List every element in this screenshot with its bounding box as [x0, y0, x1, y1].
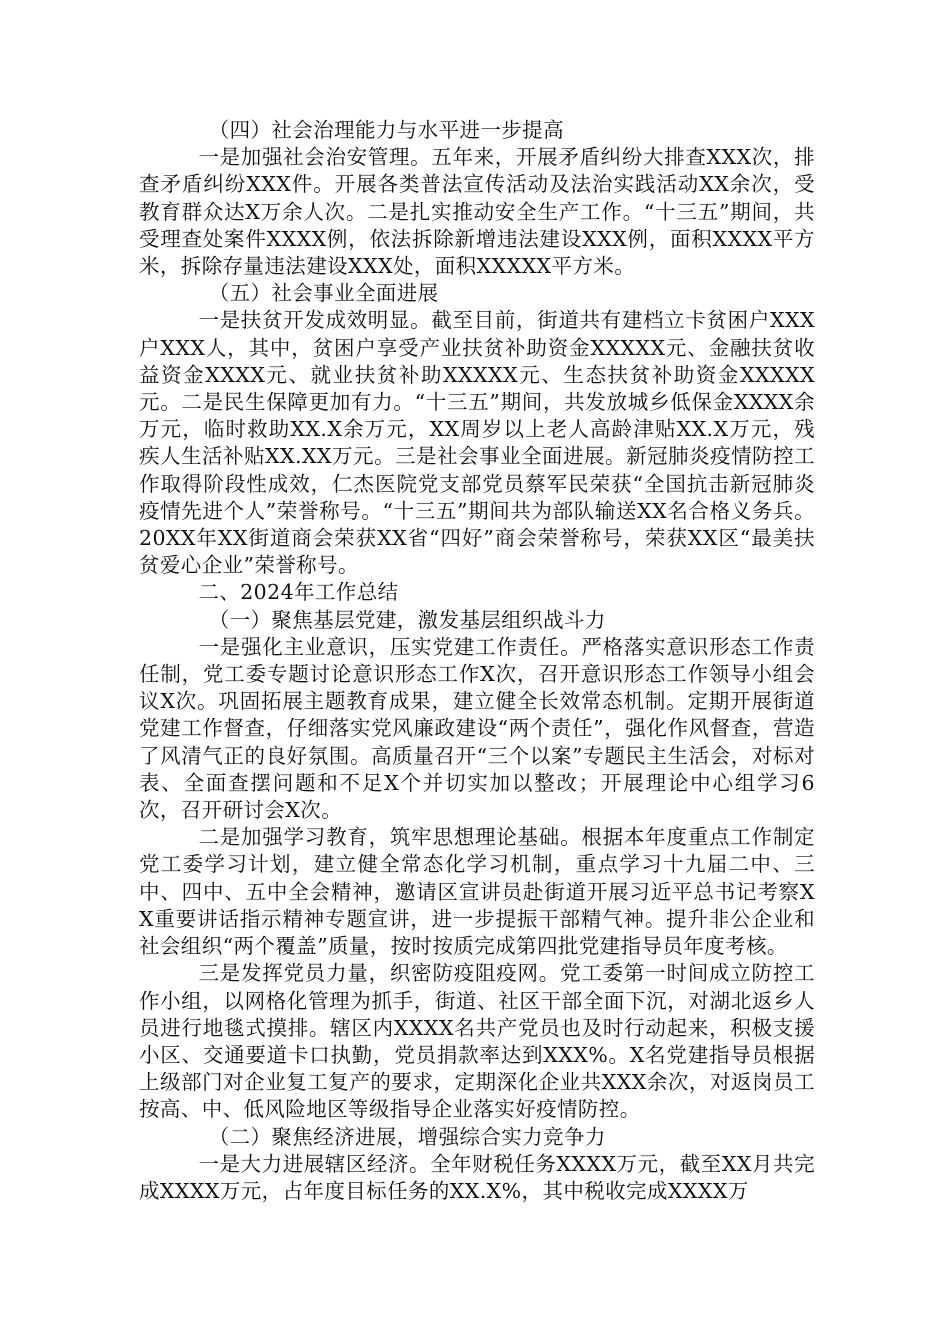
- body-paragraph: 一是扶贫开发成效明显。截至目前，街道共有建档立卡贫困户XXX户XXX人，其中，贫困户享受产业扶贫补助资金XXXXX元、金融扶贫收益资金XXXX元、就业扶贫补助XXXXX元、生态扶贫补助资金XXXXX元。二是民生保障更加有力。“十三五”期间，共发放城乡低保金XXXX余万元，临时救助XX.X余万元，XX周岁以上老人高龄津贴XX.X万元，残疾人生活补贴XX.XX万元。三是社会事业全面进展。新冠肺炎疫情防控工作取得阶段性成效，仁杰医院党支部党员蔡军民荣获“全国抗击新冠肺炎疫情先进个人”荣誉称号。“十三五”期间共为部队输送XX名合格义务兵。20XX年XX街道商会荣获XX省“四好”商会荣誉称号，荣获XX区“最美扶贫爱心企业”荣誉称号。: [139, 308, 815, 578]
- section-heading: 二、2024年工作总结: [198, 580, 399, 605]
- body-paragraph: 一是大力进展辖区经济。全年财税任务XXXX万元，截至XX月共完成XXXX万元，占年度目标任务的XX.X%，其中税收完成XXXX万: [139, 1151, 815, 1203]
- document-body: [139, 117, 815, 1205]
- subsection-heading: （一）聚焦基层党建，激发基层组织战斗力: [208, 607, 606, 632]
- body-paragraph: 三是发挥党员力量，织密防疫阻疫网。党工委第一时间成立防控工作小组，以网格化管理为抓手，街道、社区干部全面下沉，对湖北返乡人员进行地毯式摸排。辖区内XXXX名共产党员也及时行动起来，积极支援小区、交通要道卡口执勤，党员捐款率达到XXX%。X名党建指导员根据上级部门对企业复工复产的要求，定期深化企业共XXX余次，对返岗员工按高、中、低风险地区等级指导企业落实好疫情防控。: [139, 961, 815, 1122]
- subsection-heading: （五）社会事业全面进展: [208, 281, 439, 306]
- body-paragraph: 一是加强社会治安管理。五年来，开展矛盾纠纷大排查XXX次，排查矛盾纠纷XXX件。开展各类普法宣传活动及法治实践活动XX余次，受教育群众达X万余人次。二是扎实推动安全生产工作。“十三五”期间，共受理查处案件XXXX例，依法拆除新增违法建设XXX例，面积XXXX平方米，拆除存量违法建设XXX处，面积XXXXX平方米。: [139, 145, 815, 279]
- subsection-heading: （四）社会治理能力与水平进一步提高: [208, 118, 564, 142]
- body-paragraph: 一是强化主业意识，压实党建工作责任。严格落实意识形态工作责任制，党工委专题讨论意识形态工作X次，召开意识形态工作领导小组会议X次。巩固拓展主题教育成果，建立健全长效常态机制。定期开展街道党建工作督查，仔细落实党风廉政建设“两个责任”，强化作风督查，营造了风清气正的良好氛围。高质量召开“三个以案”专题民主生活会，对标对表、全面查摆问题和不足X个并切实加以整改；开展理论中心组学习6次，召开研讨会X次。: [139, 634, 815, 823]
- subsection-heading: （二）聚焦经济进展，增强综合实力竞争力: [208, 1124, 606, 1149]
- body-paragraph: 二是加强学习教育，筑牢思想理论基础。根据本年度重点工作制定党工委学习计划，建立健全常态化学习机制，重点学习十九届二中、三中、四中、五中全会精神，邀请区宣讲员赴街道开展习近平总书记考察XX重要讲话指示精神专题宣讲，进一步提振干部精气神。提升非公企业和社会组织“两个覆盖”质量，按时按质完成第四批党建指导员年度考核。: [139, 825, 815, 959]
